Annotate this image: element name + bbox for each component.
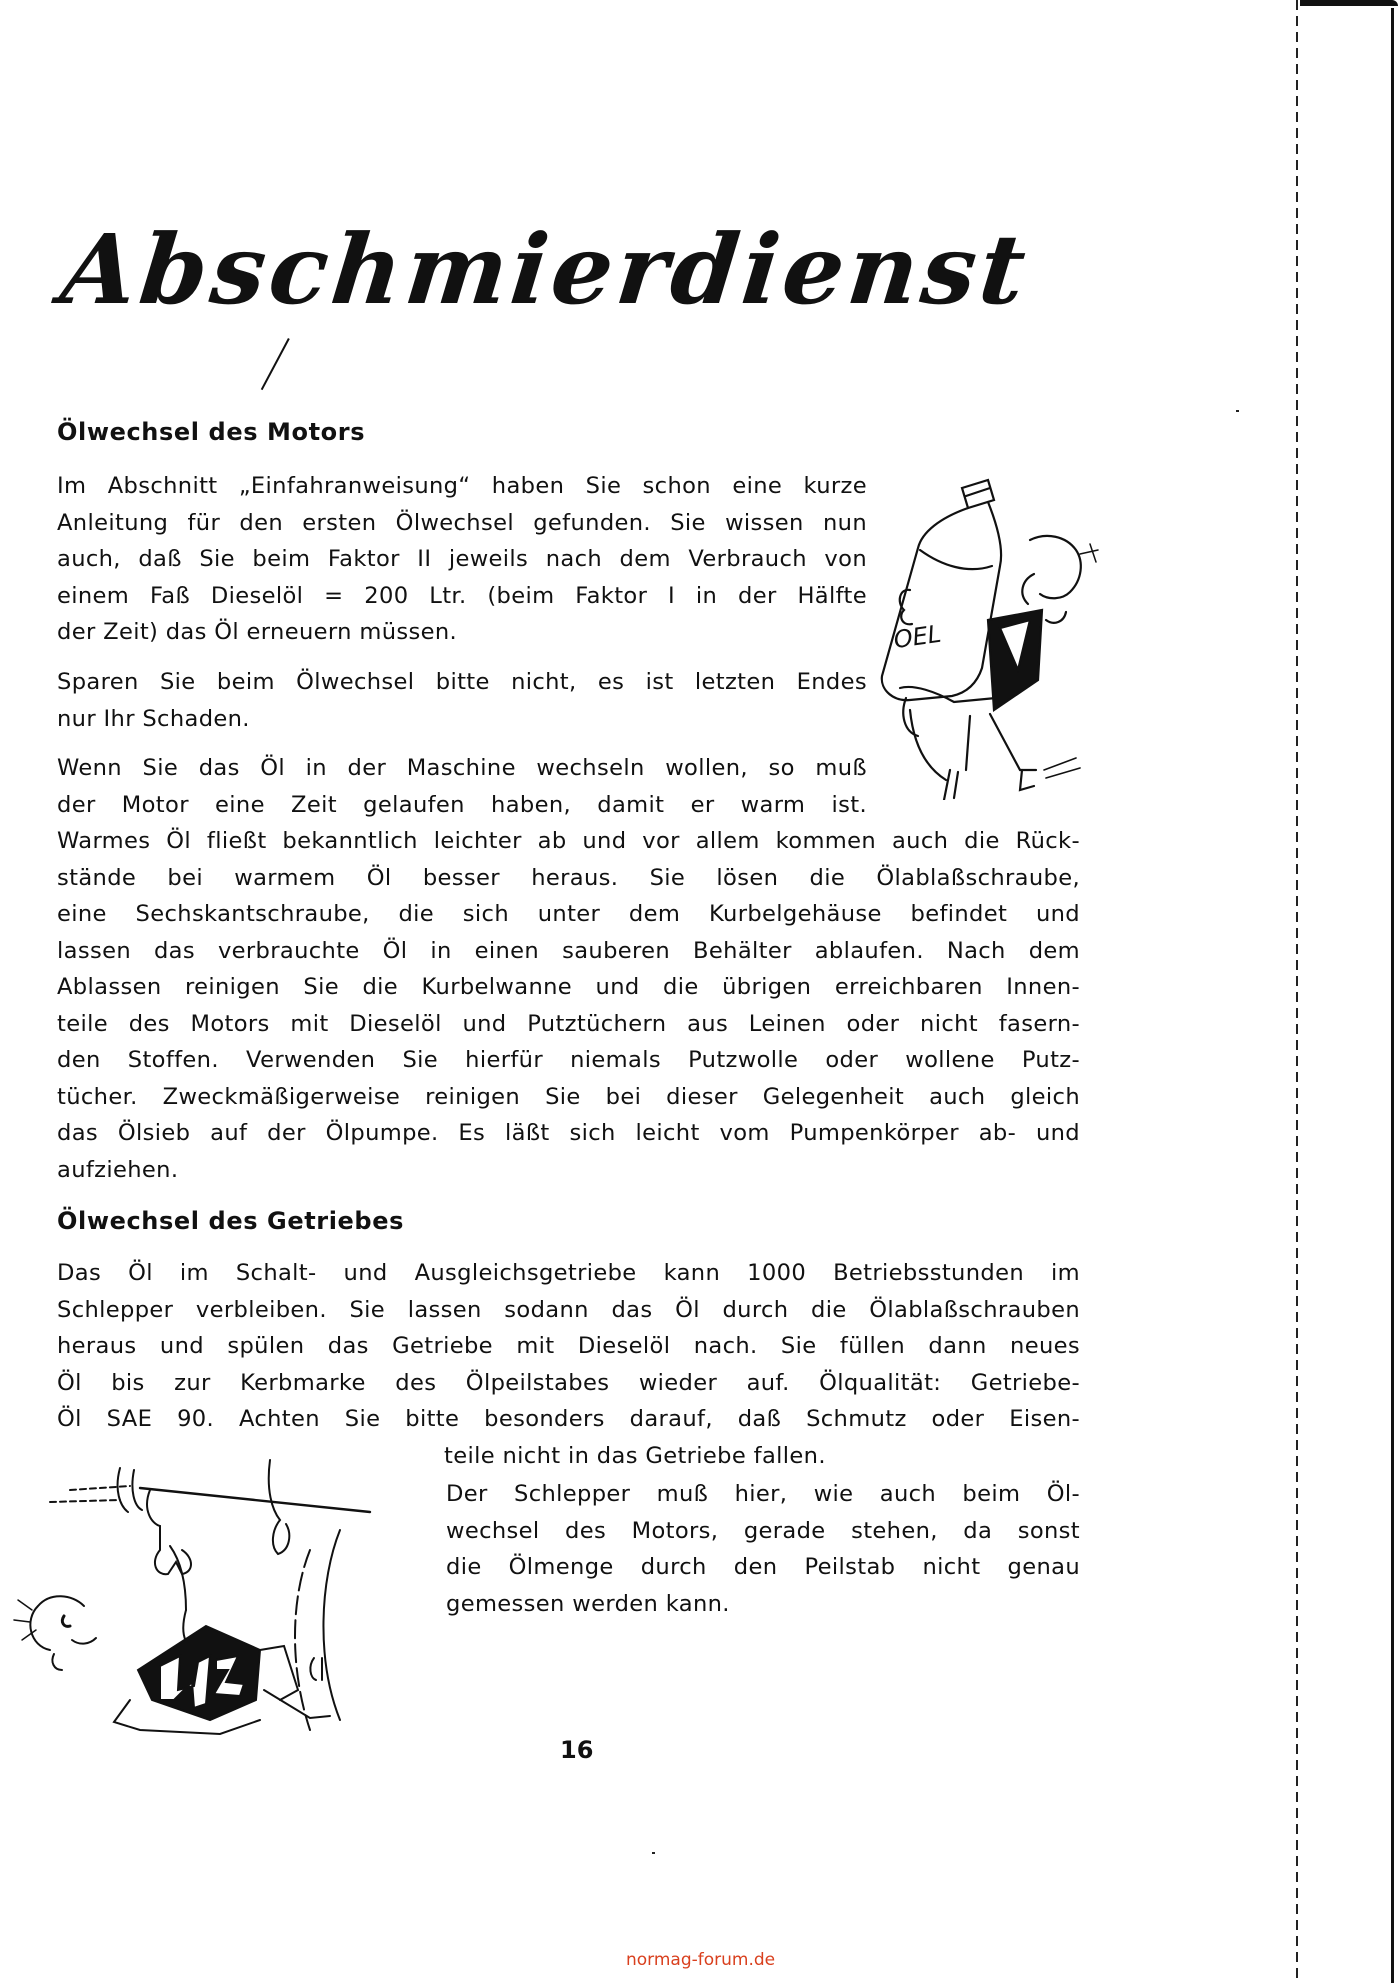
scan-speck bbox=[1236, 410, 1239, 412]
text-line: tücher. Zweckmäßigerweise reinigen Sie bei dieser Gelegenheit auch gleich bbox=[57, 1083, 1080, 1110]
mechanic-under-tractor-illustration bbox=[10, 1450, 430, 1750]
text-line: der Motor eine Zeit gelaufen haben, damit er warm ist. bbox=[57, 791, 867, 818]
text-line: Der Schlepper muß hier, wie auch beim Öl- bbox=[446, 1481, 1080, 1507]
text-line: Ablassen reinigen Sie die Kurbelwanne und die übrigen erreichbaren Innen- bbox=[57, 974, 1080, 1000]
text-line: auch, daß Sie beim Faktor II jeweils nach dem Verbrauch von bbox=[57, 546, 867, 572]
text-line: heraus und spülen das Getriebe mit Dieselöl nach. Sie füllen dann neues bbox=[57, 1333, 1080, 1359]
text-line: der Zeit) das Öl erneuern müssen. bbox=[57, 619, 458, 645]
scan-speck bbox=[652, 1852, 655, 1854]
paragraph-getriebe-level bbox=[446, 1476, 1080, 1622]
paragraph-getriebe-procedure bbox=[57, 1255, 1080, 1474]
text-line: stände bei warmem Öl besser heraus. Sie lösen die Ölablaßschraube, bbox=[57, 864, 1080, 891]
text-line: Warmes Öl fließt bekanntlich leichter ab und vor allem kommen auch die Rück- bbox=[57, 828, 1080, 854]
source-watermark: normag-forum.de bbox=[626, 1950, 776, 1970]
paragraph-motor-intro bbox=[57, 468, 867, 651]
text-line: Sparen Sie beim Ölwechsel bitte nicht, es ist letzten Endes bbox=[57, 669, 867, 695]
page-edge-dashed-line bbox=[1296, 0, 1298, 1983]
section-heading-motor: Ölwechsel des Motors bbox=[57, 418, 366, 446]
text-line: eine Sechskantschraube, die sich unter dem Kurbelgehäuse befindet und bbox=[57, 901, 1080, 927]
text-line: Im Abschnitt „Einfahranweisung“ haben Sie schon eine kurze bbox=[57, 473, 867, 499]
text-line: Öl bis zur Kerbmarke des Ölpeilstabes wieder auf. Ölqualität: Getriebe- bbox=[57, 1369, 1080, 1396]
text-line: Wenn Sie das Öl in der Maschine wechseln wollen, so muß bbox=[57, 755, 867, 781]
text-line: den Stoffen. Verwenden Sie hierfür niemals Putzwolle oder wollene Putz- bbox=[57, 1047, 1080, 1073]
page-binding-border bbox=[1300, 0, 1398, 1983]
page-number: 16 bbox=[560, 1736, 594, 1764]
text-line: gemessen werden kann. bbox=[446, 1590, 730, 1617]
text-line: Das Öl im Schalt- und Ausgleichsgetriebe kann 1000 Betriebsstunden im bbox=[57, 1260, 1080, 1286]
title-flourish bbox=[261, 338, 290, 390]
text-line: die Ölmenge durch den Peilstab nicht genau bbox=[446, 1554, 1080, 1580]
text-line: Anleitung für den ersten Ölwechsel gefunden. Sie wissen nun bbox=[57, 509, 867, 536]
text-line: einem Faß Dieselöl = 200 Ltr. (beim Faktor I in der Hälfte bbox=[57, 582, 867, 609]
text-line: aufziehen. bbox=[57, 1156, 179, 1183]
section-heading-getriebe: Ölwechsel des Getriebes bbox=[57, 1207, 404, 1235]
text-line: Öl SAE 90. Achten Sie bitte besonders darauf, daß Schmutz oder Eisen- bbox=[57, 1406, 1080, 1432]
text-line: teile des Motors mit Dieselöl und Putztüchern aus Leinen oder nicht fasern- bbox=[57, 1010, 1080, 1037]
oil-bottle-character-illustration bbox=[870, 470, 1120, 800]
paragraph-motor-savings bbox=[57, 664, 867, 737]
text-line: teile nicht in das Getriebe fallen. bbox=[444, 1442, 826, 1469]
text-line: Schlepper verbleiben. Sie lassen sodann das Öl durch die Ölablaßschrauben bbox=[57, 1296, 1080, 1323]
paragraph-motor-procedure bbox=[57, 750, 1080, 1188]
text-line: lassen das verbrauchte Öl in einen sauberen Behälter ablaufen. Nach dem bbox=[57, 937, 1080, 964]
text-line: wechsel des Motors, gerade stehen, da sonst bbox=[446, 1517, 1080, 1544]
page-title: Abschmierdienst bbox=[56, 213, 1035, 326]
oil-bottle-label: OEL bbox=[891, 619, 943, 655]
text-line: das Ölsieb auf der Ölpumpe. Es läßt sich leicht vom Pumpenkörper ab- und bbox=[57, 1120, 1080, 1146]
text-line: nur Ihr Schaden. bbox=[57, 705, 250, 732]
